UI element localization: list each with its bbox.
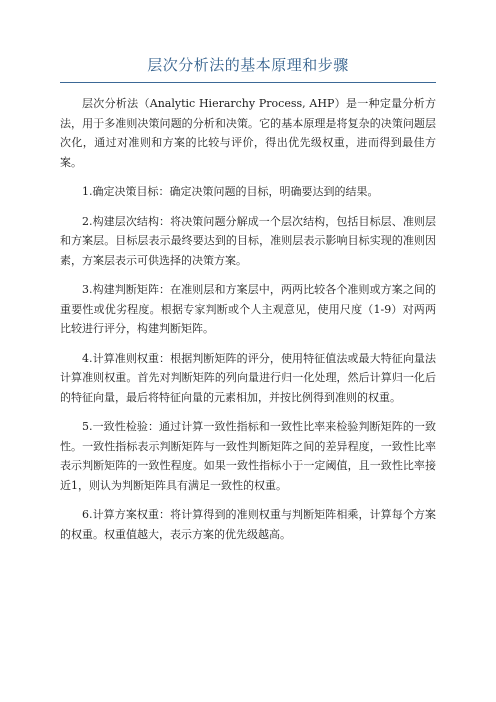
document-title: 层次分析法的基本原理和步骤 <box>147 56 349 74</box>
step-6-paragraph: 6.计算方案权重：将计算得到的准则权重与判断矩阵相乘，计算每个方案的权重。权重值越大，表示方案的优先级越高。 <box>60 508 436 541</box>
title-divider <box>60 82 436 83</box>
step-5-paragraph: 5.一致性检验：通过计算一致性指标和一致性比率来检验判断矩阵的一致性。一致性指标表示判断矩阵与一致性判断矩阵之间的差异程度，一致性比率表示判断矩阵的一致性程度。如果一致性指标小于一定阈值，且一致性比率接近1，则认为判断矩阵具有满足一致性的权重。 <box>60 420 436 492</box>
document-body <box>60 94 436 554</box>
intro-paragraph: 层次分析法（Analytic Hierarchy Process, AHP）是一种定量分析方法，用于多准则决策问题的分析和决策。它的基本原理是将复杂的决策问题层次化，通过对准则和方案的比较与评价，得出优先级权重，进而得到最佳方案。 <box>60 97 436 169</box>
step-1-paragraph: 1.确定决策目标：确定决策问题的目标，明确要达到的结果。 <box>82 185 379 198</box>
step-2-paragraph: 2.构建层次结构：将决策问题分解成一个层次结构，包括目标层、准则层和方案层。目标层表示最终要达到的目标，准则层表示影响目标实现的准则因素，方案层表示可供选择的决策方案。 <box>60 214 436 267</box>
step-3-paragraph: 3.构建判断矩阵：在准则层和方案层中，两两比较各个准则或方案之间的重要性或优劣程度。根据专家判断或个人主观意见，使用尺度（1-9）对两两比较进行评分，构建判断矩阵。 <box>60 283 436 335</box>
step-4-paragraph: 4.计算准则权重：根据判断矩阵的评分，使用特征值法或最大特征向量法计算准则权重。首先对判断矩阵的列向量进行归一化处理，然后计算归一化后的特征向量，最后将特征向量的元素相加，并按比例得到准则的权重。 <box>60 351 436 404</box>
